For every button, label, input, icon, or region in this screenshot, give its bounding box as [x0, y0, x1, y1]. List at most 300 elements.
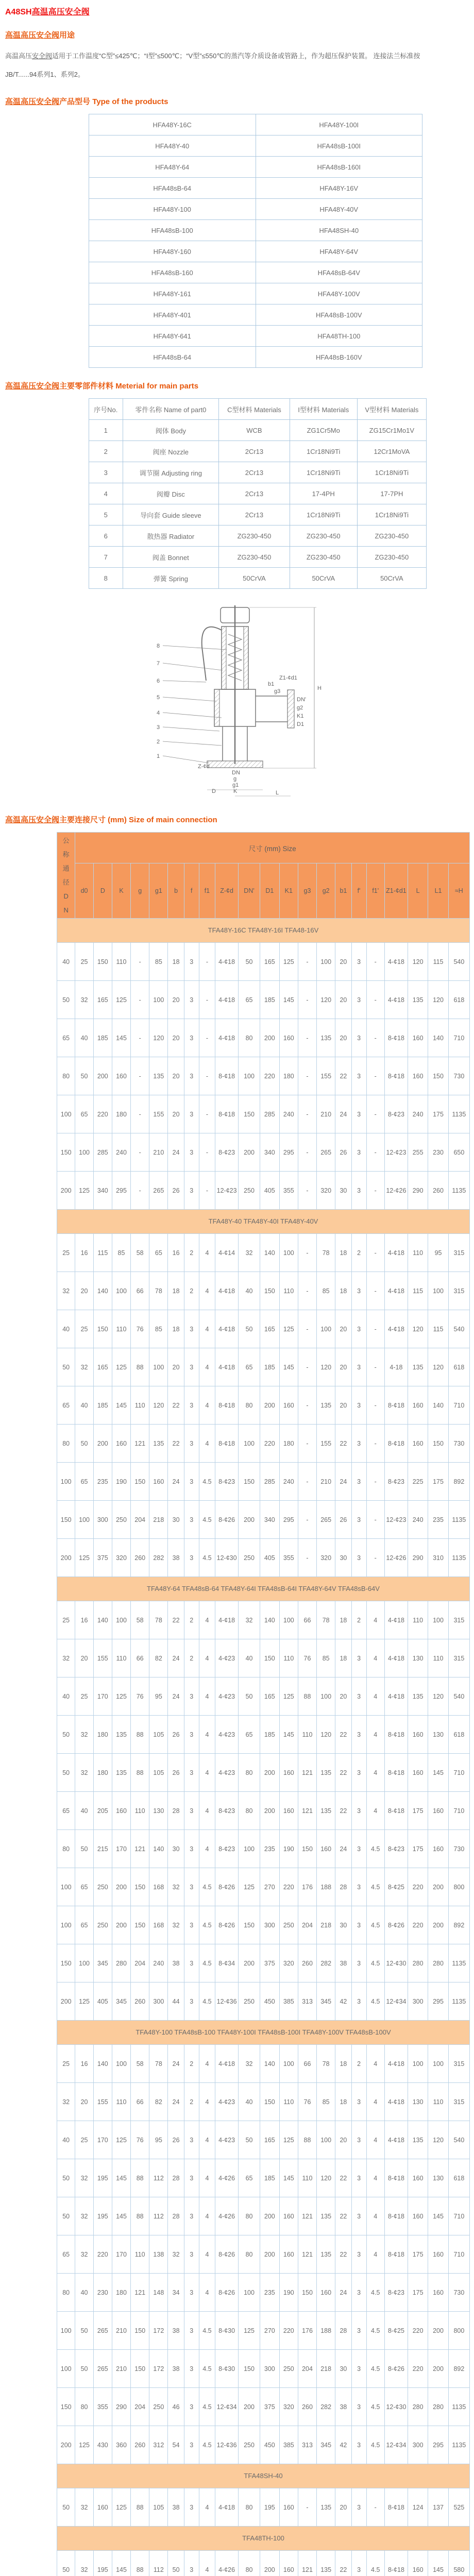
- column-header: d0: [75, 863, 93, 919]
- size-cell: 130: [428, 2159, 448, 2197]
- size-cell: 450: [260, 1982, 279, 2021]
- size-cell: 145: [112, 2197, 130, 2235]
- size-cell: 250: [239, 2426, 260, 2464]
- size-cell: 195: [93, 2159, 112, 2197]
- size-cell: 3: [351, 1868, 366, 1906]
- size-cell: 540: [448, 2121, 469, 2159]
- size-cell: 3: [184, 2235, 199, 2274]
- size-cell: 145: [279, 1348, 298, 1386]
- size-cell: 8-¢23: [384, 1463, 408, 1501]
- size-cell: 3: [351, 1639, 366, 1677]
- column-header: Z1-¢d1: [384, 863, 408, 919]
- svg-text:6: 6: [157, 678, 160, 684]
- size-cell: 145: [428, 2197, 448, 2235]
- size-cell: 125: [75, 1539, 93, 1577]
- valve-drawing: [144, 598, 330, 799]
- size-cell: 188: [317, 2312, 335, 2350]
- size-cell: -: [366, 1501, 384, 1539]
- table-cell: 1Cr18Ni9Ti: [290, 462, 357, 483]
- size-cell: 135: [112, 1754, 130, 1792]
- size-cell: 150: [260, 2083, 279, 2121]
- size-cell: 110: [298, 1716, 316, 1754]
- size-cell: 175: [428, 1095, 448, 1133]
- column-header: g1: [149, 863, 168, 919]
- size-cell: 8-¢18: [384, 1792, 408, 1830]
- size-cell: 340: [260, 1501, 279, 1539]
- usage-heading-link[interactable]: 高温高压安全阀: [5, 31, 59, 40]
- size-cell: 3: [184, 2350, 199, 2388]
- size-cell: 2: [351, 2045, 366, 2083]
- size-heading-rest: 主要连接尺寸 (mm): [59, 816, 129, 824]
- size-cell: 300: [149, 1982, 168, 2021]
- size-cell: 165: [260, 943, 279, 981]
- size-cell: 25: [75, 2121, 93, 2159]
- size-cell: 176: [298, 2312, 316, 2350]
- size-cell: 200: [93, 1057, 112, 1095]
- size-cell: 200: [260, 2551, 279, 2576]
- size-cell: 150: [239, 1463, 260, 1501]
- materials-header-row: [89, 399, 427, 420]
- size-cell: 8-¢26: [215, 1906, 239, 1944]
- size-cell: 8-¢18: [384, 1754, 408, 1792]
- size-cell: 120: [149, 1386, 168, 1425]
- size-cell: 618: [448, 1716, 469, 1754]
- size-cell: 220: [279, 2312, 298, 2350]
- size-cell: 800: [448, 2312, 469, 2350]
- size-cell: 125: [279, 943, 298, 981]
- size-row: [57, 2159, 470, 2197]
- size-cell: 100: [112, 1272, 130, 1310]
- size-row: [57, 2388, 470, 2426]
- size-cell: 4: [199, 2551, 215, 2576]
- size-cell: 315: [448, 2045, 469, 2083]
- size-cell: 125: [239, 2312, 260, 2350]
- size-cell: 112: [149, 2551, 168, 2576]
- size-cell: 3: [184, 943, 199, 981]
- size-cell: 1135: [448, 1095, 469, 1133]
- table-cell: HFA48sB-64: [89, 347, 256, 368]
- size-cell: 20: [335, 1019, 351, 1057]
- size-cell: 4: [199, 1754, 215, 1792]
- size-cell: 22: [335, 1792, 351, 1830]
- size-cell: 20: [335, 943, 351, 981]
- size-cell: 82: [149, 1639, 168, 1677]
- size-cell: 65: [57, 1019, 75, 1057]
- size-cell: 200: [239, 2388, 260, 2426]
- size-cell: 3: [351, 1386, 366, 1425]
- size-cell: 204: [298, 1906, 316, 1944]
- table-row: [89, 547, 427, 568]
- table-cell: 阀瓣 Disc: [123, 483, 219, 504]
- size-cell: 4-¢23: [215, 2083, 239, 2121]
- size-cell: 200: [93, 1425, 112, 1463]
- size-cell: 3: [184, 1172, 199, 1210]
- size-cell: 12-¢26: [384, 1172, 408, 1210]
- size-cell: 25: [57, 1234, 75, 1272]
- size-cell: 2: [184, 1234, 199, 1272]
- size-cell: -: [366, 2488, 384, 2527]
- size-cell: 12-¢34: [384, 1982, 408, 2021]
- size-cell: 120: [408, 943, 428, 981]
- size-cell: 4: [366, 2159, 384, 2197]
- size-cell: 160: [408, 2197, 428, 2235]
- size-cell: -: [366, 1310, 384, 1348]
- size-cell: 32: [239, 2045, 260, 2083]
- size-cell: 200: [57, 1172, 75, 1210]
- size-cell: 250: [93, 1906, 112, 1944]
- size-cell: 121: [131, 1830, 149, 1868]
- size-cell: 150: [298, 2274, 316, 2312]
- size-cell: 1135: [448, 2426, 469, 2464]
- size-cell: 32: [75, 2235, 93, 2274]
- size-cell: 295: [279, 1501, 298, 1539]
- size-cell: 313: [298, 2426, 316, 2464]
- table-cell: 散热器 Radiator: [123, 526, 219, 547]
- size-cell: 4: [366, 1639, 384, 1677]
- size-cell: 30: [335, 2350, 351, 2388]
- size-cell: 3: [184, 1348, 199, 1386]
- size-cell: -: [199, 1172, 215, 1210]
- size-cell: 25: [75, 943, 93, 981]
- size-cell: 4: [199, 2121, 215, 2159]
- size-cell: 4-18: [384, 1348, 408, 1386]
- size-cell: 150: [57, 1501, 75, 1539]
- size-cell: 24: [335, 1095, 351, 1133]
- size-cell: 4-¢23: [215, 2121, 239, 2159]
- size-cell: -: [199, 1095, 215, 1133]
- size-cell: 8-¢26: [215, 1868, 239, 1906]
- size-cell: 26: [335, 1501, 351, 1539]
- size-cell: -: [298, 1539, 316, 1577]
- table-row: [89, 220, 422, 241]
- dim-g1: g1: [232, 782, 239, 788]
- size-cell: -: [199, 1019, 215, 1057]
- size-cell: -: [366, 1234, 384, 1272]
- size-cell: 80: [57, 1057, 75, 1095]
- size-cell: 80: [239, 2197, 260, 2235]
- size-cell: 135: [317, 1386, 335, 1425]
- size-cell: 120: [428, 2121, 448, 2159]
- size-cell: 892: [448, 2350, 469, 2388]
- size-cell: 65: [239, 1716, 260, 1754]
- size-cell: -: [298, 1272, 316, 1310]
- size-heading-link[interactable]: 高温高压安全阀: [5, 816, 59, 824]
- size-heading-en: Size of main connection: [129, 816, 217, 824]
- size-cell: 200: [260, 1792, 279, 1830]
- bonnet-wall-left: [222, 626, 226, 689]
- size-cell: 265: [317, 1501, 335, 1539]
- size-cell: 4-¢18: [384, 1601, 408, 1639]
- table-row: [89, 114, 422, 135]
- size-cell: 22: [335, 2235, 351, 2274]
- size-cell: 155: [93, 2083, 112, 2121]
- size-cell: -: [298, 1310, 316, 1348]
- size-cell: 110: [279, 2083, 298, 2121]
- size-cell: 18: [335, 2045, 351, 2083]
- table-cell: HFA48sB-160I: [256, 157, 422, 178]
- size-cell: -: [131, 1019, 149, 1057]
- size-cell: 4: [199, 2159, 215, 2197]
- size-cell: 3: [351, 1095, 366, 1133]
- size-cell: 124: [408, 2488, 428, 2527]
- size-cell: 168: [149, 1906, 168, 1944]
- size-cell: 282: [149, 1539, 168, 1577]
- size-cell: 200: [260, 1386, 279, 1425]
- size-cell: 220: [408, 2350, 428, 2388]
- size-cell: 125: [75, 1172, 93, 1210]
- size-cell: 160: [149, 1463, 168, 1501]
- size-row: [57, 1057, 470, 1095]
- size-cell: 40: [57, 1310, 75, 1348]
- size-cell: 4: [366, 2235, 384, 2274]
- size-cell: 160: [408, 1386, 428, 1425]
- size-cell: 250: [93, 1868, 112, 1906]
- size-cell: 3: [351, 2426, 366, 2464]
- size-cell: 50: [75, 1057, 93, 1095]
- table-cell: 50CrVA: [357, 568, 426, 589]
- size-cell: 100: [57, 2312, 75, 2350]
- size-cell: 50: [239, 943, 260, 981]
- size-cell: 54: [168, 2426, 184, 2464]
- size-cell: 235: [428, 1501, 448, 1539]
- size-cell: 4.5: [199, 1944, 215, 1982]
- size-cell: 710: [448, 2197, 469, 2235]
- size-cell: 135: [317, 1754, 335, 1792]
- size-cell: 24: [335, 1830, 351, 1868]
- size-cell: 135: [317, 2551, 335, 2576]
- size-cell: 110: [428, 2083, 448, 2121]
- size-cell: 170: [93, 1677, 112, 1716]
- size-cell: 220: [93, 2235, 112, 2274]
- size-cell: 8-¢30: [215, 2350, 239, 2388]
- size-cell: 4: [199, 1792, 215, 1830]
- size-cell: 20: [335, 2488, 351, 2527]
- size-cell: 135: [317, 2197, 335, 2235]
- size-cell: 4-¢18: [215, 2045, 239, 2083]
- size-cell: 175: [408, 1792, 428, 1830]
- size-cell: 32: [168, 1868, 184, 1906]
- table-cell: 1Cr18Ni9Ti: [290, 441, 357, 462]
- size-cell: 100: [279, 1601, 298, 1639]
- size-cell: 80: [57, 1425, 75, 1463]
- size-cell: 4.5: [366, 1982, 384, 2021]
- size-cell: 2: [351, 1234, 366, 1272]
- size-cell: 315: [448, 1272, 469, 1310]
- dim-g2: g2: [297, 705, 303, 711]
- size-cell: 3: [184, 1982, 199, 2021]
- column-header: K: [112, 863, 130, 919]
- size-cell: 4: [199, 1234, 215, 1272]
- size-cell: 140: [428, 1019, 448, 1057]
- size-cell: 8-¢18: [384, 2488, 408, 2527]
- size-cell: 185: [260, 1348, 279, 1386]
- size-cell: -: [366, 1095, 384, 1133]
- size-cell: 355: [279, 1172, 298, 1210]
- size-cell: -: [366, 1463, 384, 1501]
- size-cell: 4: [199, 1716, 215, 1754]
- size-cell: 160: [279, 2235, 298, 2274]
- table-cell: HFA48Y-16V: [256, 178, 422, 199]
- size-cell: 160: [112, 1057, 130, 1095]
- size-cell: 240: [408, 1501, 428, 1539]
- size-cell: 190: [112, 1463, 130, 1501]
- size-cell: 4: [199, 1425, 215, 1463]
- size-cell: 100: [408, 2045, 428, 2083]
- size-cell: 3: [351, 943, 366, 981]
- size-cell: 135: [149, 1057, 168, 1095]
- size-cell: 200: [239, 1944, 260, 1982]
- column-header: b: [168, 863, 184, 919]
- size-cell: 110: [428, 1639, 448, 1677]
- size-table: [57, 832, 470, 2576]
- size-cell: 26: [168, 1716, 184, 1754]
- size-cell: 112: [149, 2197, 168, 2235]
- size-row: [57, 1539, 470, 1577]
- table-cell: 7: [89, 547, 123, 568]
- size-cell: 80: [239, 1019, 260, 1057]
- size-cell: 195: [260, 2488, 279, 2527]
- size-cell: 160: [408, 1754, 428, 1792]
- size-cell: 120: [428, 981, 448, 1019]
- size-cell: 8-¢18: [384, 1057, 408, 1095]
- size-cell: 76: [131, 1677, 149, 1716]
- size-cell: 32: [57, 2083, 75, 2121]
- size-cell: 8-¢23: [384, 2274, 408, 2312]
- size-cell: 20: [168, 1348, 184, 1386]
- size-cell: 22: [335, 1716, 351, 1754]
- size-cell: 295: [279, 1133, 298, 1172]
- table-cell: ZG1Cr5Mo: [290, 420, 357, 441]
- size-cell: 320: [112, 1539, 130, 1577]
- table-cell: 17-4PH: [290, 483, 357, 504]
- size-cell: 200: [260, 2235, 279, 2274]
- size-cell: 4: [199, 1386, 215, 1425]
- size-cell: 265: [93, 2312, 112, 2350]
- size-cell: 100: [75, 1501, 93, 1539]
- size-cell: 12-¢36: [215, 1982, 239, 2021]
- size-cell: 3: [184, 1868, 199, 1906]
- size-cell: 110: [298, 2159, 316, 2197]
- size-cell: -: [366, 1348, 384, 1386]
- size-row: [57, 1386, 470, 1425]
- size-cell: 22: [168, 1386, 184, 1425]
- size-cell: 355: [93, 2388, 112, 2426]
- size-cell: 3: [184, 2388, 199, 2426]
- materials-heading-link[interactable]: 高温高压安全阀: [5, 382, 59, 391]
- size-cell: 145: [112, 1386, 130, 1425]
- size-cell: 4.5: [366, 2312, 384, 2350]
- size-cell: 1135: [448, 1982, 469, 2021]
- para-link[interactable]: 安全阀: [32, 52, 52, 60]
- size-cell: 3: [184, 1133, 199, 1172]
- size-cell: 4: [199, 1830, 215, 1868]
- size-cell: 8-¢23: [384, 1830, 408, 1868]
- size-cell: 100: [57, 2350, 75, 2388]
- size-cell: 4-¢14: [215, 1234, 239, 1272]
- size-row: [57, 1754, 470, 1792]
- size-cell: 4.5: [199, 1906, 215, 1944]
- size-cell: 8-¢26: [215, 2235, 239, 2274]
- size-cell: 210: [317, 1095, 335, 1133]
- products-heading-link[interactable]: 高温高压安全阀: [5, 97, 59, 106]
- size-cell: 4: [199, 2274, 215, 2312]
- valve-figure: [5, 598, 469, 802]
- size-cell: 18: [335, 1234, 351, 1272]
- table-cell: 2Cr13: [219, 483, 290, 504]
- size-cell: 4-¢18: [384, 2121, 408, 2159]
- size-cell: 3: [184, 2551, 199, 2576]
- table-cell: 3: [89, 462, 123, 483]
- size-cell: 32: [75, 2159, 93, 2197]
- size-cell: 120: [428, 1677, 448, 1716]
- column-header: b1: [335, 863, 351, 919]
- size-cell: 4-¢18: [384, 1310, 408, 1348]
- size-cell: 710: [448, 1754, 469, 1792]
- size-cell: 150: [57, 1944, 75, 1982]
- size-cell: 110: [408, 1234, 428, 1272]
- size-cell: 4-¢18: [215, 1272, 239, 1310]
- size-cell: 3: [351, 2488, 366, 2527]
- dim-g3: g3: [274, 688, 280, 694]
- size-cell: 355: [279, 1539, 298, 1577]
- size-cell: 3: [351, 1272, 366, 1310]
- size-row: [57, 1133, 470, 1172]
- size-cell: 220: [260, 1057, 279, 1095]
- size-cell: 3: [351, 1906, 366, 1944]
- size-cell: 2: [351, 1601, 366, 1639]
- size-cell: 18: [168, 943, 184, 981]
- size-cell: 4: [366, 1716, 384, 1754]
- size-cell: 3: [184, 981, 199, 1019]
- size-row: [57, 981, 470, 1019]
- size-cell: 180: [112, 2274, 130, 2312]
- size-header-row-2: [57, 863, 470, 919]
- size-cell: 8-¢30: [215, 2312, 239, 2350]
- size-cell: 3: [351, 1501, 366, 1539]
- size-cell: 4-¢18: [215, 1310, 239, 1348]
- size-cell: 4-¢26: [215, 2159, 239, 2197]
- size-cell: 4.5: [199, 2388, 215, 2426]
- size-cell: 150: [131, 1868, 149, 1906]
- table-cell: HFA48sB-100: [89, 220, 256, 241]
- size-row: [57, 2197, 470, 2235]
- size-cell: 8-¢25: [384, 1868, 408, 1906]
- table-cell: HFA48Y-64V: [256, 241, 422, 262]
- size-cell: 25: [75, 1310, 93, 1348]
- size-row: [57, 2121, 470, 2159]
- size-row: [57, 1272, 470, 1310]
- size-cell: 313: [298, 1982, 316, 2021]
- size-cell: 50: [57, 2551, 75, 2576]
- table-cell: 弹簧 Spring: [123, 568, 219, 589]
- size-cell: 40: [75, 1792, 93, 1830]
- size-cell: 150: [93, 1310, 112, 1348]
- size-cell: 220: [408, 1906, 428, 1944]
- size-cell: 121: [298, 1792, 316, 1830]
- table-row: [89, 483, 427, 504]
- title-link[interactable]: 高温高压安全阀: [32, 8, 90, 16]
- size-cell: 3: [184, 1792, 199, 1830]
- size-cell: 185: [93, 1386, 112, 1425]
- size-cell: 50: [57, 2197, 75, 2235]
- size-cell: 95: [149, 1677, 168, 1716]
- size-cell: 135: [408, 981, 428, 1019]
- table-cell: 1Cr18Ni9Ti: [290, 504, 357, 526]
- size-cell: 88: [131, 1348, 149, 1386]
- size-cell: 295: [428, 2426, 448, 2464]
- size-row: [57, 1830, 470, 1868]
- size-cell: 218: [317, 2350, 335, 2388]
